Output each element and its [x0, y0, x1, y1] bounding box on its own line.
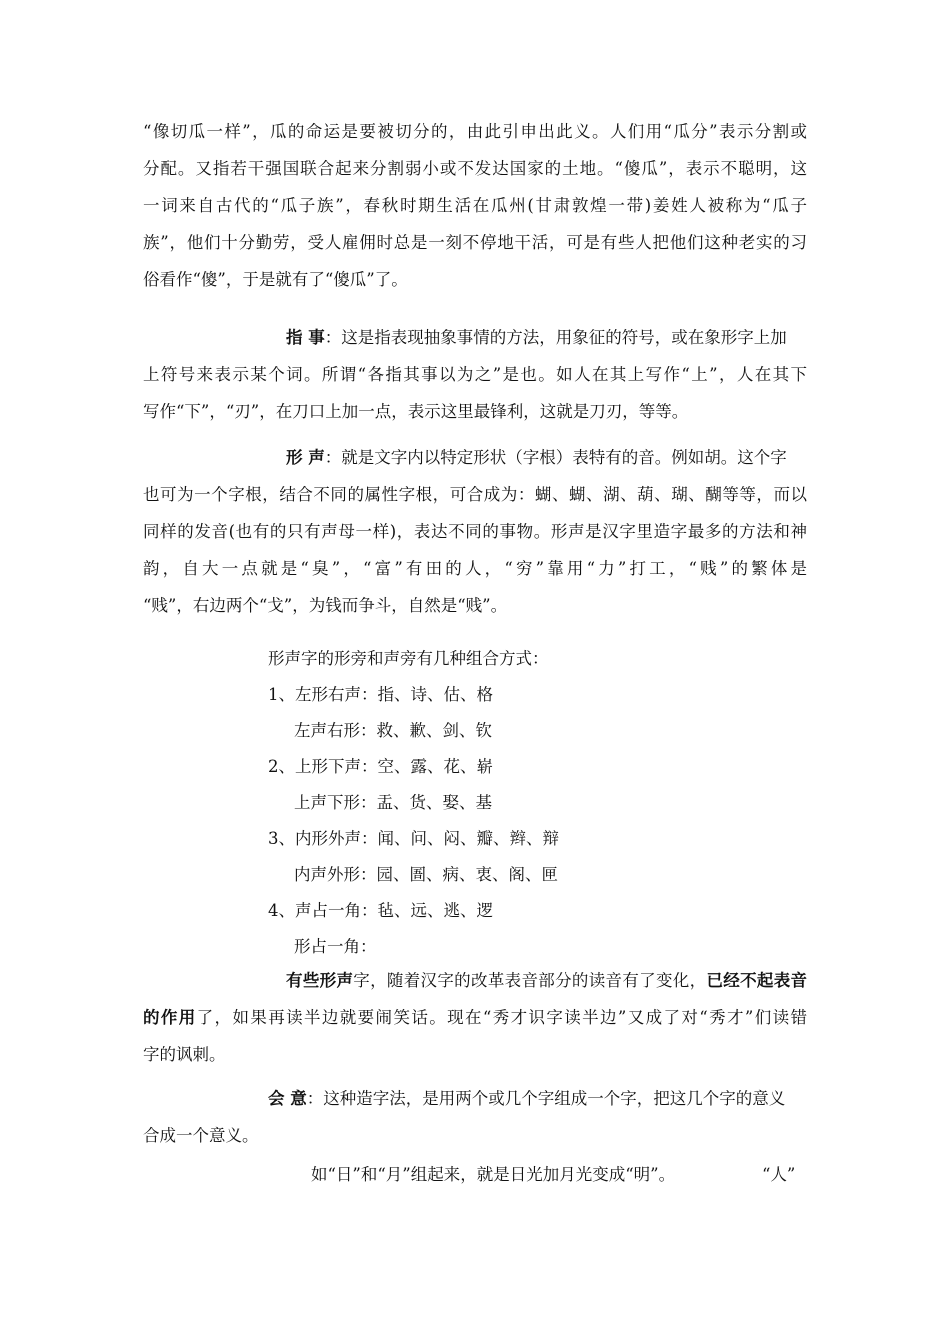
- combo-item-2: 左声右形：救、歉、剑、钦: [294, 721, 492, 740]
- combo-item-8: 形占一角：: [294, 937, 377, 956]
- zhishi-line-3: 写作“下”，“刃”，在刀口上加一点，表示这里最锋利，这就是刀刃，等等。: [143, 402, 689, 421]
- combo-item-4: 上声下形：盂、货、娶、基: [294, 793, 492, 812]
- combo-item-7: 4、声占一角：毡、远、逃、逻: [268, 901, 493, 920]
- note-rest-1: 了，如果再读半边就要闹笑话。现在“秀才识字读半边”又成了对“秀才”们读错: [196, 1008, 807, 1027]
- huiyi-term: 会 意: [268, 1089, 307, 1108]
- combo-item-1: 1、左形右声：指、诗、估、格: [268, 685, 493, 704]
- note-line-2: [143, 1006, 807, 1030]
- huiyi-line-3: 如“日”和“月”组起来，就是日光加月光变成“明”。: [311, 1165, 676, 1184]
- xingsheng-line-5: “贱”，右边两个“戈”，为钱而争斗，自然是“贱”。: [143, 596, 508, 615]
- note-bold-2: 已经不起表音: [706, 971, 808, 990]
- huiyi-line-3-tail: “人”: [762, 1165, 796, 1184]
- para1-line-2: 分配。又指若干强国联合起来分割弱小或不发达国家的土地。“傻瓜”，表示不聪明，这: [143, 159, 807, 178]
- para1-line-4: 族”，他们十分勤劳，受人雇佣时总是一刻不停地干活，可是有些人把他们这种老实的习: [143, 233, 807, 252]
- xingsheng-first-text: ：就是文字内以特定形状（字根）表特有的音。例如胡。这个字: [324, 448, 787, 467]
- combo-item-5: 3、内形外声：闻、问、闷、瓣、辫、辩: [268, 829, 559, 848]
- note-bold-3: 的作用: [143, 1008, 197, 1027]
- para1-line-5: 俗看作“傻”，于是就有了“傻瓜”了。: [143, 270, 408, 289]
- huiyi-first-line: [268, 1087, 785, 1111]
- zhishi-line-2: 上符号来表示某个词。所谓“各指其事以为之”是也。如人在其上写作“上”，人在其下: [143, 365, 807, 384]
- combo-item-3: 2、上形下声：空、露、花、崭: [268, 757, 493, 776]
- note-line-1: [286, 969, 807, 993]
- combo-intro: 形声字的形旁和声旁有几种组合方式：: [268, 649, 549, 668]
- xingsheng-first-line: [286, 446, 787, 470]
- note-bold-1: 有些形声: [286, 971, 354, 990]
- zhishi-first-line: [286, 326, 787, 350]
- huiyi-line-2: 合成一个意义。: [143, 1126, 259, 1145]
- combo-item-6: 内声外形：园、圄、病、衷、阁、匣: [294, 865, 558, 884]
- xingsheng-line-3: 同样的发音(也有的只有声母一样)，表达不同的事物。形声是汉字里造字最多的方法和神: [143, 522, 807, 541]
- zhishi-first-text: ：这是指表现抽象事情的方法，用象征的符号，或在象形字上加: [324, 328, 787, 347]
- para1-line-3: 一词来自古代的“瓜子族”，春秋时期生活在瓜州(甘肃敦煌一带)姜姓人被称为“瓜子: [143, 196, 807, 215]
- xingsheng-line-2: 也可为一个字根，结合不同的属性字根，可合成为：蝴、蝴、湖、葫、瑚、醐等等，而以: [143, 485, 807, 504]
- note-mid: 字，随着汉字的改革表音部分的读音有了变化，: [353, 971, 707, 990]
- huiyi-first-text: ：这种造字法，是用两个或几个字组成一个字，把这几个字的意义: [306, 1089, 786, 1108]
- zhishi-term: 指 事: [286, 328, 325, 347]
- para1-line-1: “像切瓜一样”，瓜的命运是要被切分的，由此引申出此义。人们用“瓜分”表示分割或: [143, 122, 807, 141]
- xingsheng-line-4: 韵，自大一点就是“臭”，“富”有田的人，“穷”靠用“力”打工，“贱”的繁体是: [143, 559, 807, 578]
- xingsheng-term: 形 声: [286, 448, 325, 467]
- note-line-3: 字的讽刺。: [143, 1045, 226, 1064]
